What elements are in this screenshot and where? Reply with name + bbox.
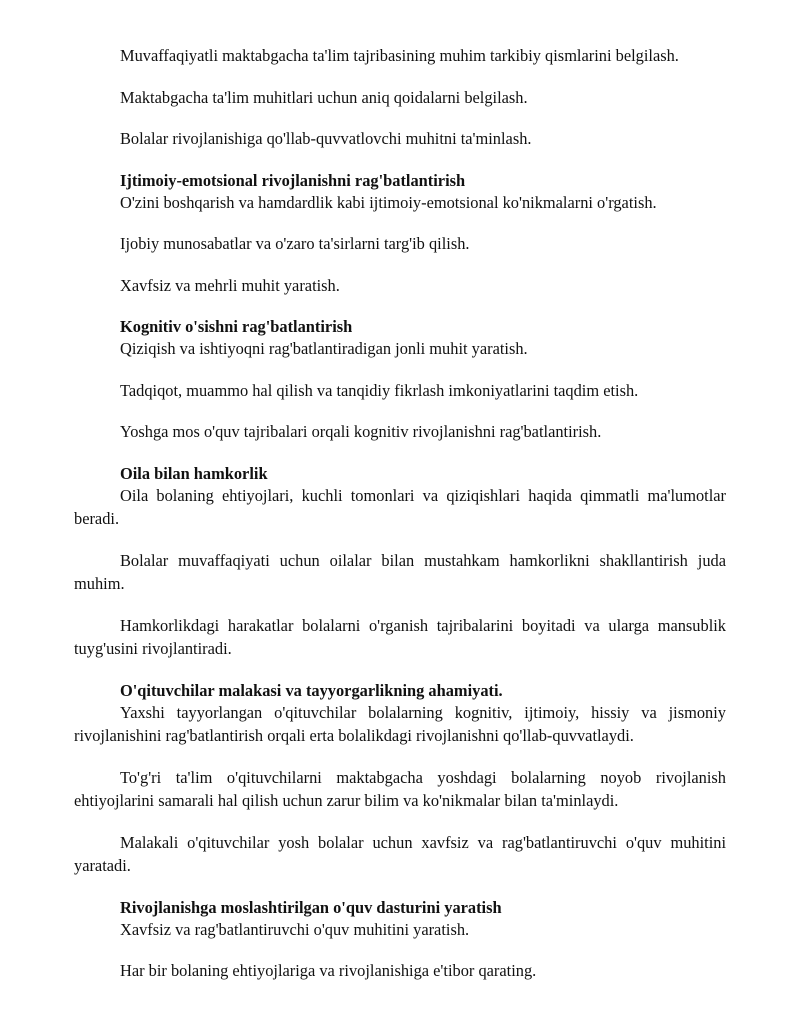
section-4-paragraph-3: Malakali o'qituvchilar yosh bolalar uchun xavfsiz va rag'batlantiruvchi o'quv muhitini yaratadi. bbox=[74, 832, 726, 875]
section-heading-social-emotional: Ijtimoiy-emotsional rivojlanishni rag'batlantirish bbox=[120, 170, 466, 190]
section-heading-curriculum: Rivojlanishga moslashtirilgan o'quv dasturini yaratish bbox=[120, 897, 502, 917]
section-3-paragraph-3: Hamkorlikdagi harakatlar bolalarni o'rganish tajribalarini boyitadi va ularga mansublik tuyg'usini rivojlantiradi. bbox=[74, 615, 726, 658]
section-3-paragraph-1: Oila bolaning ehtiyojlari, kuchli tomonlari va qiziqishlari haqida qimmatli ma'lumotlar beradi. bbox=[74, 485, 726, 528]
section-4-paragraph-2: To'g'ri ta'lim o'qituvchilarni maktabgacha yoshdagi bolalarning noyob rivojlanish ehtiyojlarini samarali hal qilish uchun zarur bilim va ko'nikmalar bilan ta'minlaydi. bbox=[74, 767, 726, 810]
section-3-paragraph-2: Bolalar muvaffaqiyati uchun oilalar bilan mustahkam hamkorlikni shakllantirish juda muhim. bbox=[74, 550, 726, 593]
section-heading-teachers: O'qituvchilar malakasi va tayyorgarlikning ahamiyati. bbox=[120, 680, 503, 700]
section-2-paragraph-3: Yoshga mos o'quv tajribalari orqali kognitiv rivojlanishni rag'batlantirish. bbox=[120, 422, 602, 441]
section-5-paragraph-1: Xavfsiz va rag'batlantiruvchi o'quv muhitini yaratish. bbox=[120, 919, 470, 939]
intro-paragraph-3: Bolalar rivojlanishiga qo'llab-quvvatlovchi muhitni ta'minlash. bbox=[120, 129, 532, 148]
section-1-paragraph-2: Ijobiy munosabatlar va o'zaro ta'sirlarni targ'ib qilish. bbox=[120, 234, 470, 253]
section-2-paragraph-1: Qiziqish va ishtiyoqni rag'batlantiradigan jonli muhit yaratish. bbox=[120, 339, 528, 358]
section-1-paragraph-3: Xavfsiz va mehrli muhit yaratish. bbox=[120, 275, 340, 295]
section-5-paragraph-2: Har bir bolaning ehtiyojlariga va rivojlanishiga e'tibor qarating. bbox=[120, 961, 537, 980]
section-4-paragraph-1: Yaxshi tayyorlangan o'qituvchilar bolalarning kognitiv, ijtimoiy, hissiy va jismoniy rivojlanishini rag'batlantirish orqali erta bolalikdagi rivojlanishni qo'llab-quvvatlaydi. bbox=[74, 702, 726, 745]
section-heading-family: Oila bilan hamkorlik bbox=[120, 463, 268, 483]
intro-paragraph-2: Maktabgacha ta'lim muhitlari uchun aniq qoidalarni belgilash. bbox=[120, 87, 528, 107]
intro-paragraph-1: Muvaffaqiyatli maktabgacha ta'lim tajribasining muhim tarkibiy qismlarini belgilash. bbox=[120, 46, 679, 65]
section-2-paragraph-2: Tadqiqot, muammo hal qilish va tanqidiy fikrlash imkoniyatlarini taqdim etish. bbox=[120, 380, 639, 400]
section-heading-cognitive: Kognitiv o'sishni rag'batlantirish bbox=[120, 317, 353, 336]
section-1-paragraph-1: O'zini boshqarish va hamdardlik kabi ijtimoiy-emotsional ko'nikmalarni o'rgatish. bbox=[120, 192, 657, 212]
